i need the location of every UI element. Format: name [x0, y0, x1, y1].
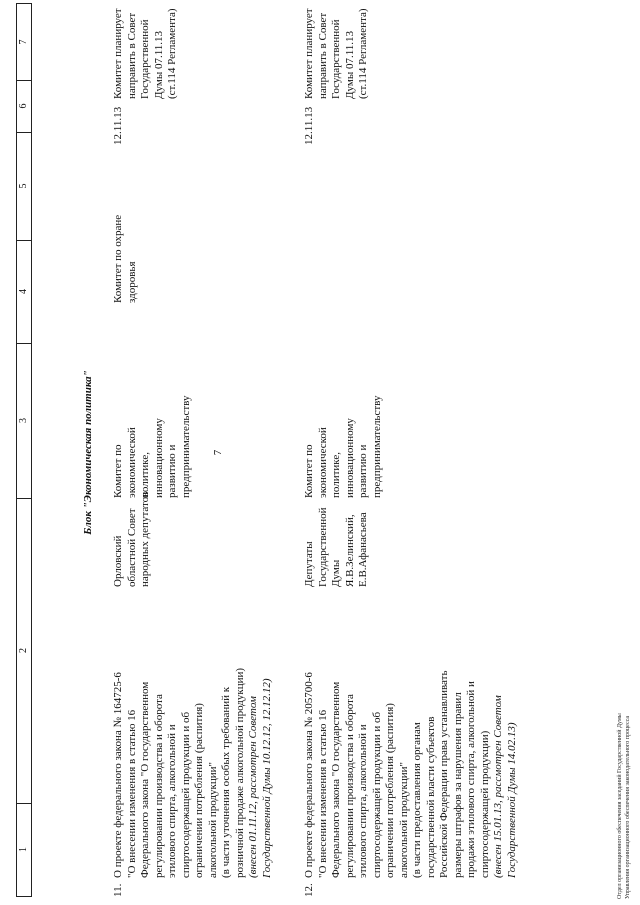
bill-description: О проекте федерального закона № 205700-6 "О внесении изменения в статью 16 Федерального закона "О государственном регулировании производства и оборота этилового спирта, алкогольной и спиртосодержащей продукции и об ограничении потребления (распития) алкогольной продукции" (в части предоставления органам государственной власти субъектов Российской Федерации права устанавливать размеры штрафов за нарушения правил продажи этилового спирта, алкогольной и спиртосодержащей продукции) (внесен 15.01.13, рассмотрен Советом Государственной Думы 14.02.13): [303, 670, 518, 878]
section-title: Блок "Экономическая политика": [82, 370, 94, 535]
row-number: 12.: [303, 883, 315, 897]
table-header-col-3: 3: [16, 343, 32, 499]
committee-plan: Комитет планирует направить в Совет Государственной Думы 07.11.13 (ст.114 Регламента): [303, 8, 369, 99]
table-header-col-6: 6: [16, 80, 32, 133]
review-date: 12.11.13: [112, 106, 124, 145]
table-header-col-4: 4: [16, 240, 32, 344]
bill-author: Депутаты Государственной Думы Я.В.Зелинский, Е.В.Афанасьева: [303, 507, 369, 587]
table-header-col-5: 5: [16, 132, 32, 241]
page-number: 7: [212, 449, 224, 456]
table-header-col-1: 1: [16, 803, 32, 897]
committee-plan: Комитет планирует направить в Совет Государственной Думы 07.11.13 (ст.114 Регламента): [112, 8, 178, 99]
row-number: 11.: [112, 883, 124, 897]
bill-description: О проекте федерального закона № 164725-6 "О внесении изменения в статью 16 Федерального закона "О государственном регулировании производства и оборота этилового спирта, алкогольной и спиртосодержащей продукции и об ограничении потребления (распития) алкогольной продукции" (в части уточнения особых требований к розничной продаже алкогольной продукции) (внесен 01.11.12, рассмотрен Советом Государственной Думы 10.12.12, 12.12.12): [112, 667, 273, 878]
table-header-col-7: 7: [16, 3, 32, 81]
responsible-committee: Комитет по экономической политике, инновационному развитию и предпринимательству: [303, 395, 383, 498]
table-header-col-2: 2: [16, 498, 32, 804]
footer-note: Отдел организационного обеспечения заседаний Государственной Думы Управления организационного обеспечения законодательного процесса: [617, 713, 631, 899]
responsible-committee: Комитет по экономической политике, инновационному развитию и предпринимательству: [112, 395, 192, 498]
bill-author: Орловский областной Совет народных депутатов: [112, 491, 151, 587]
co-executor-committee: Комитет по охране здоровья: [112, 214, 138, 303]
review-date: 12.11.13: [303, 106, 315, 145]
